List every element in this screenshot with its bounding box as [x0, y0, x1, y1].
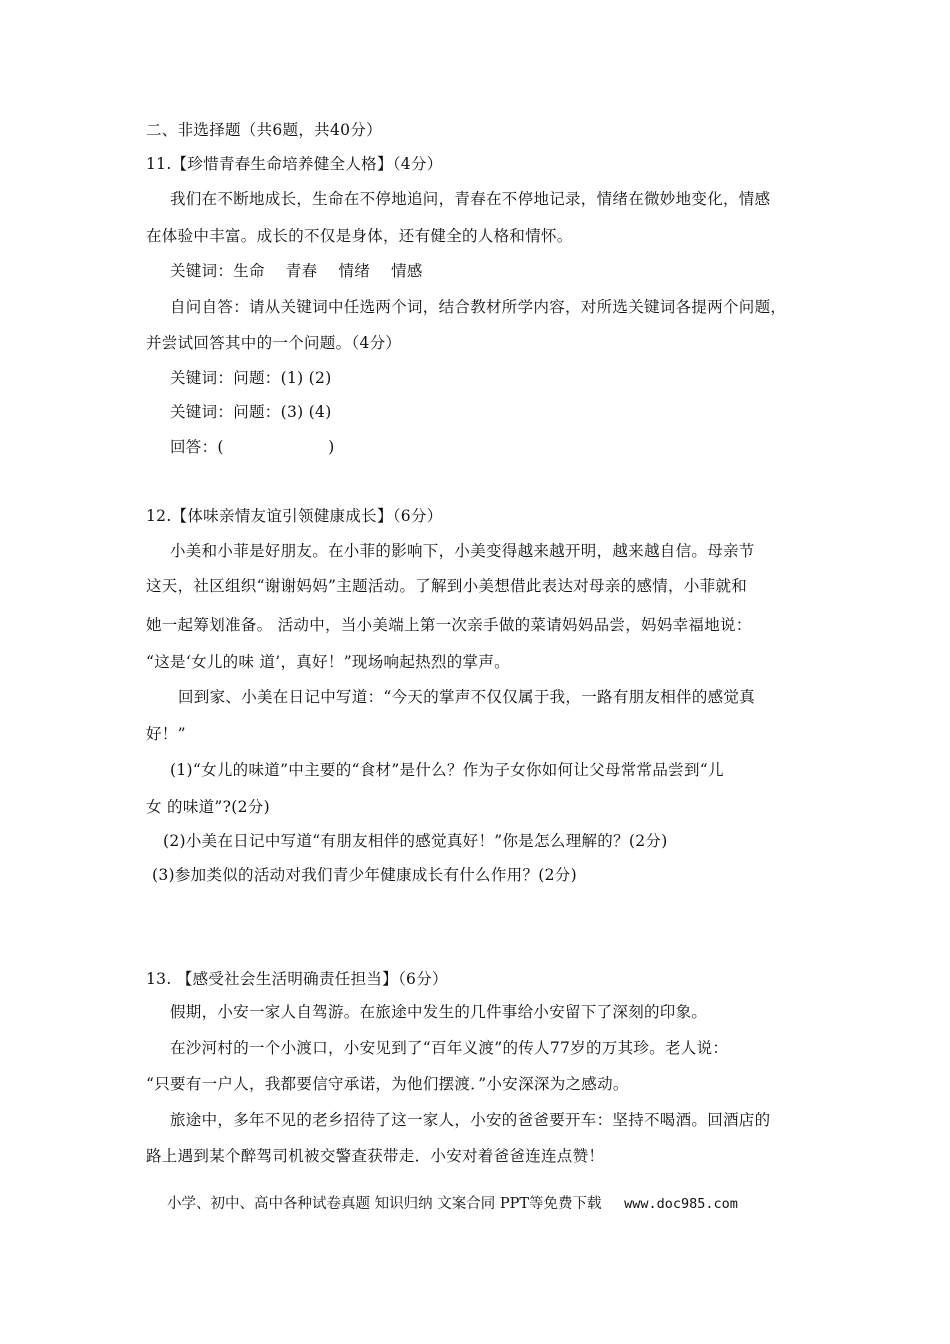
q13-paragraph-line: 旅途中，多年不见的老乡招待了这一家人，小安的爸爸要开车：坚持不喝酒。回酒店的	[170, 1111, 771, 1129]
q11-answer: 回答：( )	[170, 438, 335, 456]
q13-paragraph-line: 在沙河村的一个小渡口，小安见到了“百年义渡”的传人77岁的万其珍。老人说：	[170, 1039, 729, 1057]
q12-paragraph-line: 她一起筹划准备。 活动中，当小美端上第一次亲手做的菜请妈妈品尝，妈妈幸福地说：	[146, 616, 752, 634]
q12-subquestion-3: (3)参加类似的活动对我们青少年健康成长有什么作用？(2分)	[152, 866, 577, 884]
q11-keywords: 关键词：生命 青春 情绪 情感	[170, 262, 423, 280]
q11-keyword-question-1: 关键词：问题：(1) (2)	[170, 369, 332, 387]
q12-subquestion-1-cont: 女 的味道”?(2分)	[146, 798, 270, 816]
q13-title: 13. 【感受社会生活明确责任担当】（6分）	[146, 970, 448, 988]
footer-url[interactable]: www.doc985.com	[624, 1196, 738, 1212]
q11-keyword-question-2: 关键词：问题：(3) (4)	[170, 403, 332, 421]
q12-subquestion-1: (1)“女儿的味道”中主要的“食材”是什么？作为子女你如何让父母常常品尝到“儿	[170, 761, 724, 779]
q11-title: 11.【珍惜青春生命培养健全人格】（4分）	[146, 155, 443, 173]
q12-subquestion-2: (2)小美在日记中写道“有朋友相伴的感觉真好！”你是怎么理解的？(2分)	[163, 832, 668, 850]
q11-task-line: 自问自答：请从关键词中任选两个词，结合教材所学内容，对所选关键词各提两个问题，	[170, 298, 787, 316]
q13-paragraph-line: “只要有一户人，我都要信守承诺，为他们摆渡．”小安深深为之感动。	[146, 1075, 629, 1093]
q12-paragraph-line: “这是‘女儿的味 道’，真好！”现场响起热烈的掌声。	[146, 653, 510, 671]
q12-title: 12.【体味亲情友谊引领健康成长】（6分）	[146, 507, 443, 525]
q12-paragraph-line: 回到家、小美在日记中写道：“今天的掌声不仅仅属于我，一路有朋友相伴的感觉真	[178, 688, 756, 706]
q11-paragraph-line: 我们在不断地成长，生命在不停地追问，青春在不停地记录，情绪在微妙地变化，情感	[170, 190, 771, 208]
footer	[167, 1192, 738, 1213]
q13-paragraph-line: 假期，小安一家人自驾游。在旅途中发生的几件事给小安留下了深刻的印象。	[170, 1003, 708, 1021]
section-heading: 二、非选择题（共6题，共40分）	[146, 121, 382, 139]
q11-task-line: 并尝试回答其中的一个问题。（4分）	[146, 334, 402, 352]
q11-paragraph-line: 在体验中丰富。成长的不仅是身体，还有健全的人格和情怀。	[146, 227, 573, 245]
q13-paragraph-line: 路上遇到某个醉驾司机被交警查获带走．小安对着爸爸连连点赞！	[146, 1147, 605, 1165]
q12-paragraph-line: 好！”	[146, 725, 186, 743]
q12-paragraph-line: 小美和小菲是好朋友。在小菲的影响下，小美变得越来越开明，越来越自信。母亲节	[170, 542, 755, 560]
q12-paragraph-line: 这天，社区组织“谢谢妈妈”主题活动。了解到小美想借此表达对母亲的感情，小菲就和	[146, 577, 748, 595]
footer-text: 小学、初中、高中各种试卷真题 知识归纳 文案合同 PPT等免费下载	[167, 1196, 602, 1212]
